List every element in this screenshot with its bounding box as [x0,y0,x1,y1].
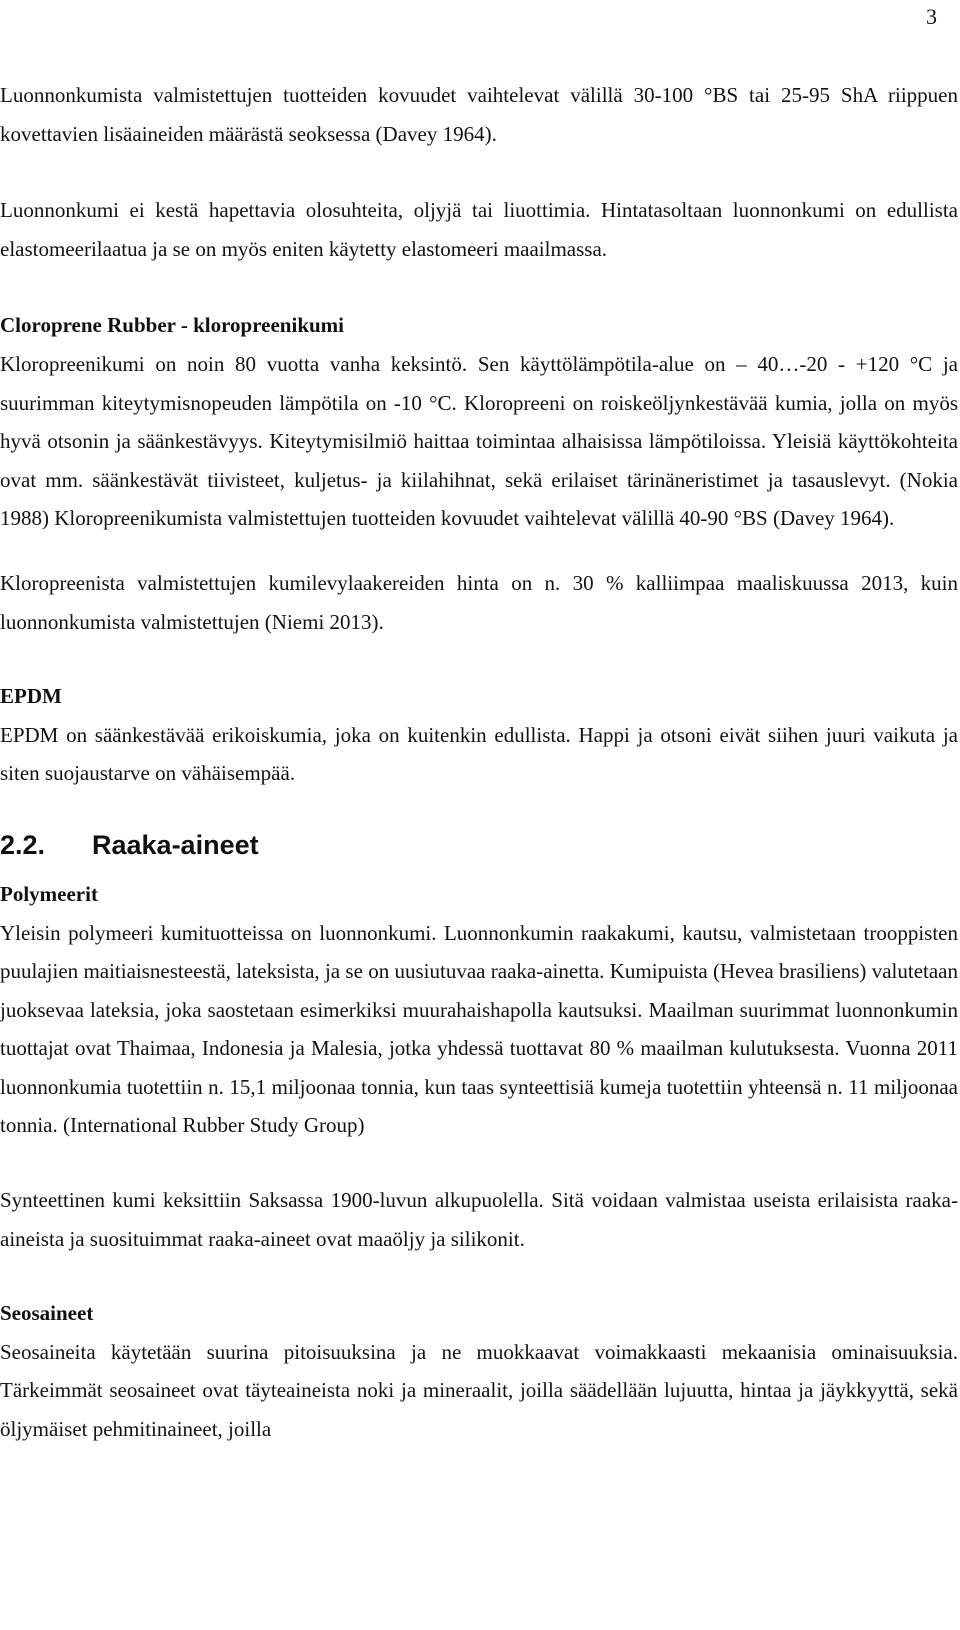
paragraph-synthetic-rubber: Synteettinen kumi keksittiin Saksassa 1900-luvun alkupuolella. Sitä voidaan valmistaa useista erilaisista raaka-aineista ja suosituimmat raaka-aineet ovat maaöljy ja silikonit. [0,1188,958,1251]
page-number: 3 [926,4,937,29]
paragraph-seosaineet: Seosaineita käytetään suurina pitoisuuksina ja ne muokkaavat voimakkaasti mekaanisia ominaisuuksia. Tärkeimmät seosaineet ovat täyteaineista noki ja mineraalit, joilla säädellään lujuutta, hintaa ja jäykkyyttä, sekä öljymäiset pehmitinaineet, joilla [0,1339,958,1442]
paragraph-natural-rubber-resistance: Luonnonkumi ei kestä hapettavia olosuhteita, oljyjä tai liuottimia. Hintatasoltaan luonnonkumi on edullista elastomeerilaatua ja se on myös eniten käytetty elastomeeri maailmassa. [0,198,958,261]
heading-seosaineet: Seosaineet [0,1301,94,1326]
document-body [0,76,958,1449]
section-number: 2.2. [0,829,46,860]
paragraph-cloroprene-price: Kloropreenista valmistettujen kumilevylaakereiden hinta on n. 30 % kalliimpaa maaliskuussa 2013, kuin luonnonkumista valmistettujen (Niemi 2013). [0,570,958,634]
section-title: Raaka-aineet [92,829,259,860]
paragraph-epdm: EPDM on säänkestävää erikoiskumia, joka on kuitenkin edullista. Happi ja otsoni eivät siihen juuri vaikuta ja siten suojaustarve on vähäisempää. [0,722,958,786]
paragraph-polymeerit: Yleisin polymeeri kumituotteissa on luonnonkumi. Luonnonkumin raakakumi, kautsu, valmistetaan trooppisten puulajien maitiaisnesteestä, lateksista, ja se on uusiutuvaa raaka-ainetta. Kumipuista (Hevea brasiliens) valutetaan juoksevaa lateksia, joka saostetaan esimerkiksi muurahaishapolla kautsuksi. Maailman suurimmat luonnonkumin tuottajat ovat Thaimaa, Indonesia ja Malesia, jotka yhdessä tuottavat 80 % maailman kulutuksesta. Vuonna 2011 luonnonkumia tuotettiin n. 15,1 miljoonaa tonnia, kun taas synteettisiä kumeja tuotettiin yhteensä n. 11 miljoonaa tonnia. (International Rubber Study Group) [0,920,958,1138]
paragraph-cloroprene: Kloropreenikumi on noin 80 vuotta vanha keksintö. Sen käyttölämpötila-alue on – 40…-20 - +120 °C ja suurimman kiteytymisnopeuden lämpötila on -10 °C. Kloropreeni on roiskeöljynkestävää kumia, jolla on myös hyvä otsonin ja säänkestävyys. Kiteytymisilmiö haittaa toimintaa alhaisissa lämpötiloissa. Yleisiä käyttökohteita ovat mm. säänkestävät tiivisteet, kuljetus- ja kiilahihnat, sekä erilaiset tärinäneristimet ja tasauslevyt. (Nokia 1988) Kloropreenikumista valmistettujen tuotteiden kovuudet vaihtelevat välillä 40-90 °BS (Davey 1964). [0,351,958,531]
heading-section-2-2 [0,825,958,865]
paragraph-natural-rubber-hardness: Luonnonkumista valmistettujen tuotteiden kovuudet vaihtelevat välillä 30-100 °BS tai 25-95 ShA riippuen kovettavien lisäaineiden määrästä seoksessa (Davey 1964). [0,83,958,146]
heading-cloroprene-rubber: Cloroprene Rubber - kloropreenikumi [0,313,345,338]
heading-epdm: EPDM [0,684,62,709]
heading-polymeerit: Polymeerit [0,881,98,906]
